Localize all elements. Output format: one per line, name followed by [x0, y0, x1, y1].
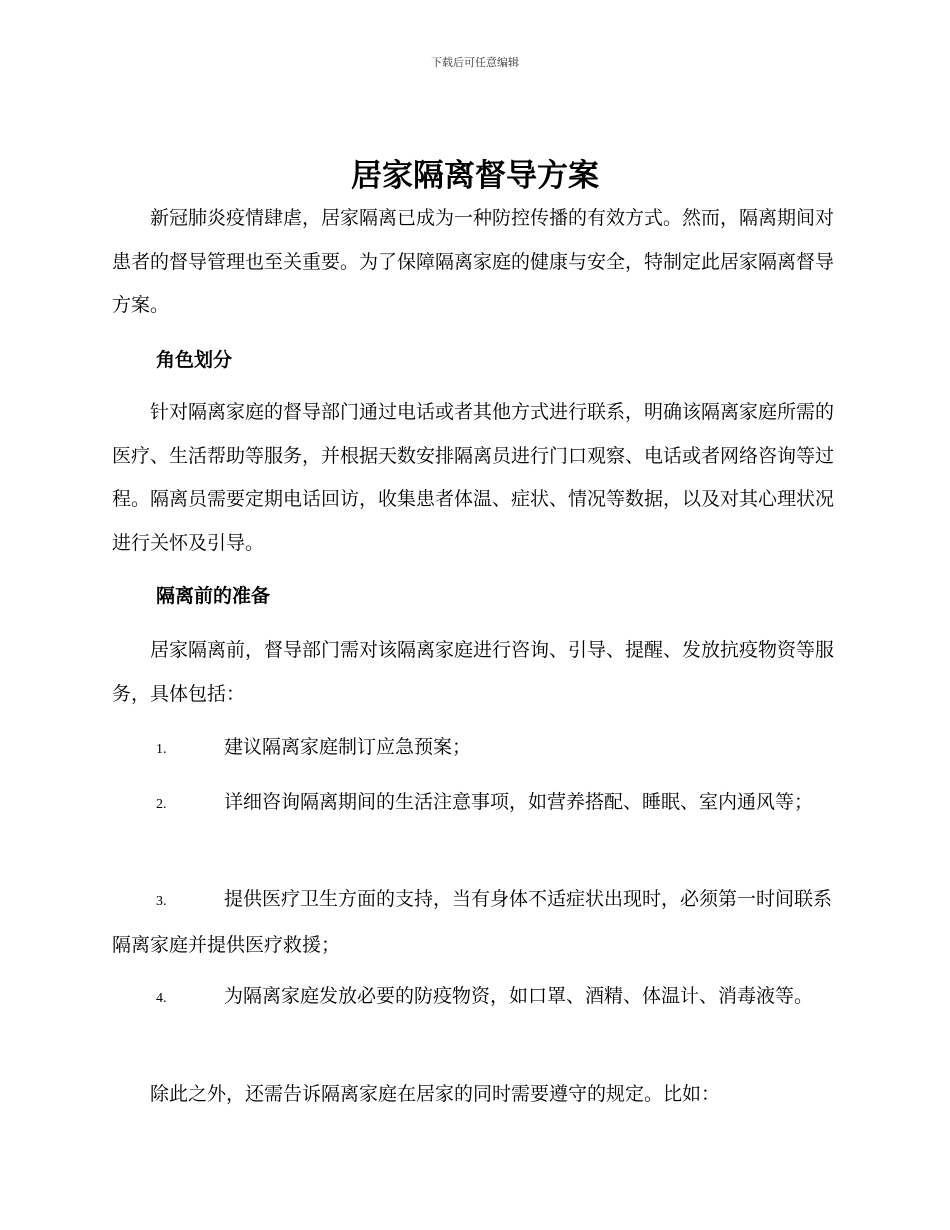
section-heading-preparation: 隔离前的准备: [156, 585, 271, 607]
list-item-text: 提供医疗卫生方面的支持，当有身体不适症状出现时，必须第一时间联系隔离家庭并提供医疗救援；: [112, 888, 833, 956]
list-item-text: 为隔离家庭发放必要的防疫物资，如口罩、酒精、体温计、消毒液等。: [224, 985, 814, 1007]
list-item: [112, 975, 834, 1021]
list-item-number: 4.: [156, 991, 167, 1006]
list-item-number: 2.: [156, 797, 167, 812]
intro-paragraph: 新冠肺炎疫情肆虐，居家隔离已成为一种防控传播的有效方式。然而，隔离期间对患者的督导管理也至关重要。为了保障隔离家庭的健康与安全，特制定此居家隔离督导方案。: [112, 207, 835, 316]
roles-paragraph: 针对隔离家庭的督导部门通过电话或者其他方式进行联系，明确该隔离家庭所需的医疗、生活帮助等服务，并根据天数安排隔离员进行门口观察、电话或者网络咨询等过程。隔离员需要定期电话回访，收集患者体温、症状、情况等数据，以及对其心理状况进行关怀及引导。: [112, 401, 835, 554]
list-item-number: 3.: [156, 894, 167, 909]
header-note: 下载后可任意编辑: [431, 56, 519, 69]
list-item: [112, 878, 834, 967]
list-item: [112, 781, 834, 827]
list-item-text: 详细咨询隔离期间的生活注意事项，如营养搭配、睡眠、室内通风等；: [224, 791, 814, 813]
section-heading-roles: 角色划分: [156, 349, 233, 371]
closing-paragraph: 除此之外，还需告诉隔离家庭在居家的同时需要遵守的规定。比如：: [150, 1083, 721, 1105]
list-item-number: 1.: [156, 742, 167, 757]
list-item: [112, 726, 834, 772]
list-item-text: 建议隔离家庭制订应急预案；: [224, 736, 472, 758]
preparation-paragraph: 居家隔离前，督导部门需对该隔离家庭进行咨询、引导、提醒、发放抗疫物资等服务，具体包括：: [112, 639, 835, 705]
document-title: 居家隔离督导方案: [351, 158, 599, 194]
